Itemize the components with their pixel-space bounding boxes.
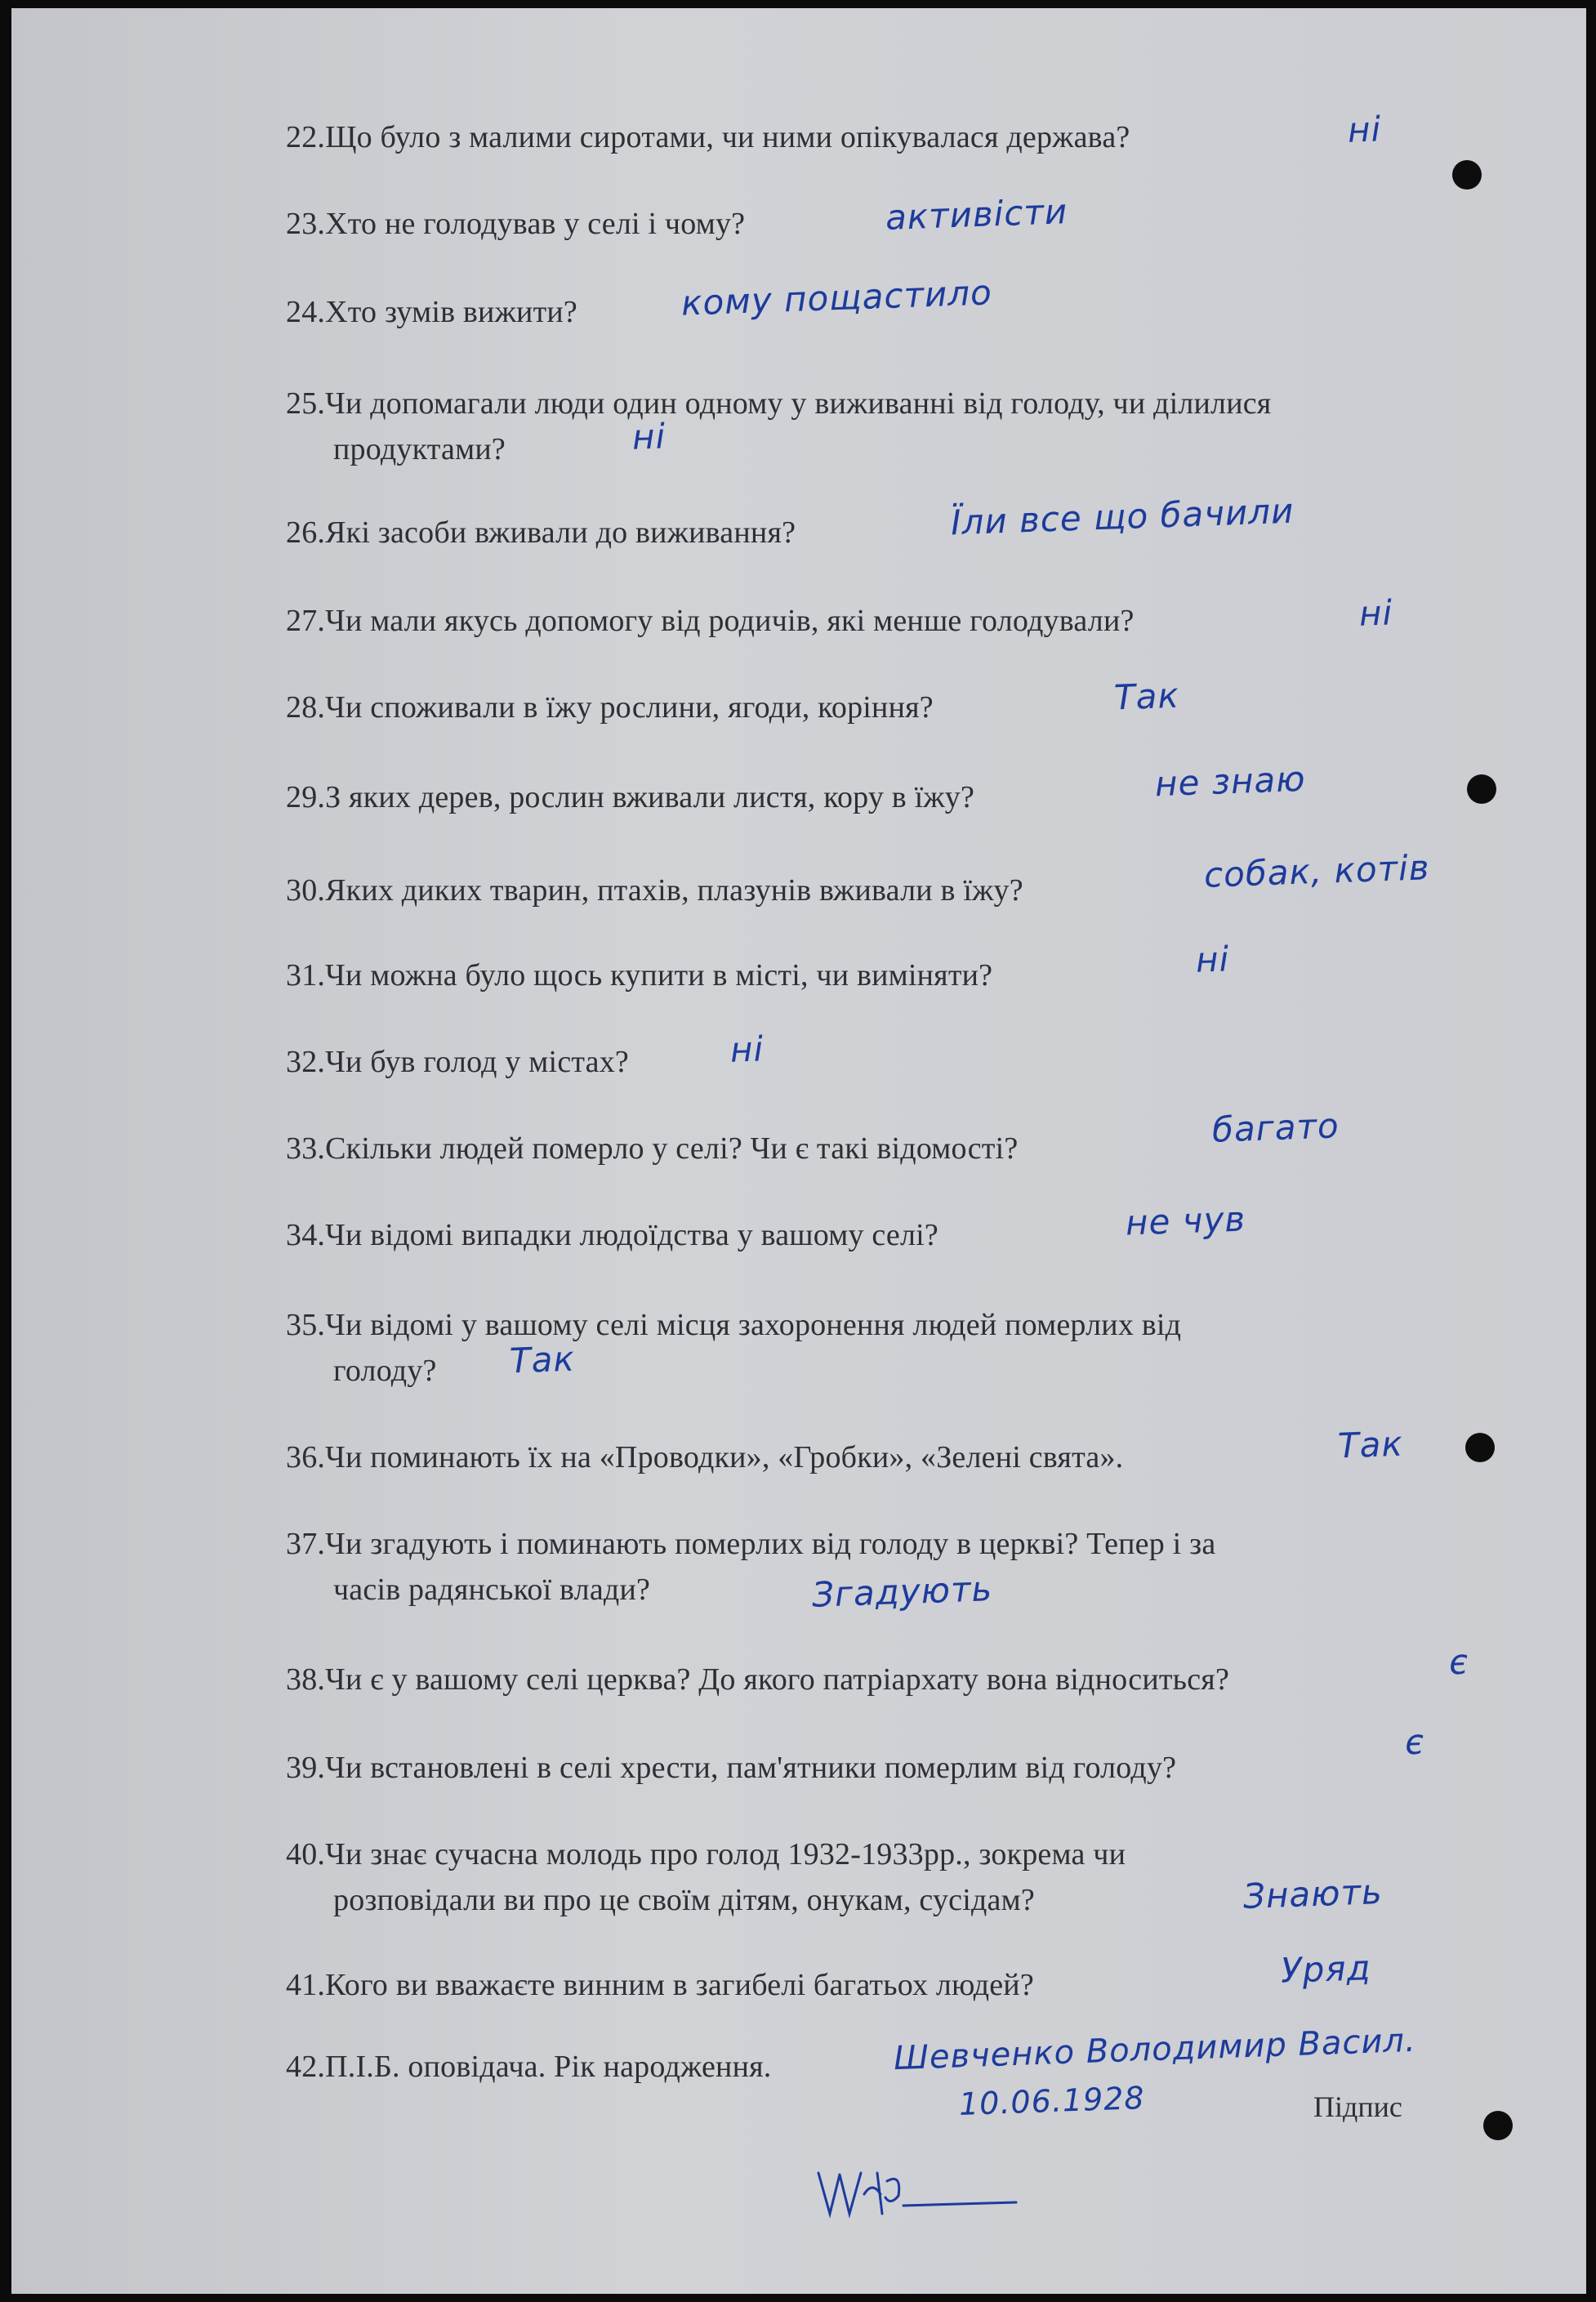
question-27 bbox=[286, 598, 1511, 644]
question-26 bbox=[286, 510, 1511, 555]
question-text: Яких диких тварин, птахів, плазунів вживали в їжу? bbox=[325, 873, 1023, 908]
answer-25: ні bbox=[631, 416, 666, 457]
answer-33: багато bbox=[1211, 1105, 1340, 1150]
question-34 bbox=[286, 1212, 1511, 1258]
answer-26: Їли все що бачили bbox=[950, 490, 1295, 543]
answer-28: Так bbox=[1113, 675, 1180, 718]
question-29 bbox=[286, 774, 1511, 820]
question-number: 26. bbox=[286, 515, 326, 550]
answer-41: Уряд bbox=[1280, 1947, 1372, 1991]
question-31 bbox=[286, 952, 1511, 998]
question-text: Чи поминають їх на «Проводки», «Гробки», «Зелені свята». bbox=[325, 1440, 1124, 1474]
question-text: Чи споживали в їжу рослини, ягоди, коріння? bbox=[325, 690, 934, 725]
question-number: 22. bbox=[286, 120, 326, 154]
answer-42-name: Шевченко Володимир Васил. bbox=[893, 2021, 1417, 2078]
answer-31: ні bbox=[1195, 939, 1230, 980]
question-text: Чи допомагали люди один одному у виживанні від голоду, чи ділилися bbox=[325, 386, 1272, 421]
questionnaire-page bbox=[11, 8, 1586, 2294]
answer-30: собак, котів bbox=[1203, 847, 1431, 895]
question-38 bbox=[286, 1657, 1511, 1702]
question-number: 27. bbox=[286, 604, 326, 638]
question-36 bbox=[286, 1434, 1511, 1480]
question-text: Що було з малими сиротами, чи ними опікувалася держава? bbox=[325, 120, 1130, 154]
question-text: Чи знає сучасна молодь про голод 1932-1933рр., зокрема чи bbox=[325, 1837, 1126, 1871]
question-text: Хто зумів вижити? bbox=[325, 295, 577, 329]
question-number: 42. bbox=[286, 2050, 326, 2084]
question-number: 33. bbox=[286, 1131, 326, 1166]
question-text: П.І.Б. оповідача. Рік народження. bbox=[325, 2050, 772, 2084]
question-number: 23. bbox=[286, 207, 326, 241]
answer-39: є bbox=[1404, 1721, 1425, 1763]
question-25 bbox=[286, 381, 1511, 472]
answer-35: Так bbox=[509, 1338, 576, 1381]
answer-42-birthdate: 10.06.1928 bbox=[958, 2080, 1146, 2122]
question-text: Чи можна було щось купити в місті, чи виміняти? bbox=[325, 958, 993, 993]
punch-hole bbox=[1467, 774, 1496, 804]
question-text: Чи був голод у містах? bbox=[325, 1045, 629, 1079]
question-39 bbox=[286, 1745, 1511, 1791]
question-text: Скільки людей померло у селі? Чи є такі відомості? bbox=[325, 1131, 1019, 1166]
question-continuation: часів радянської влади? bbox=[333, 1573, 651, 1607]
question-continuation: розповідали ви про це своїм дітям, онукам, сусідам? bbox=[333, 1883, 1035, 1917]
answer-34: не чув bbox=[1125, 1198, 1246, 1243]
question-text: З яких дерев, рослин вживали листя, кору в їжу? bbox=[325, 780, 975, 814]
answer-37: Згадують bbox=[811, 1568, 993, 1615]
question-text: Хто не голодував у селі і чому? bbox=[325, 207, 746, 241]
answer-27: ні bbox=[1358, 592, 1393, 634]
question-number: 31. bbox=[286, 958, 326, 993]
question-number: 28. bbox=[286, 690, 326, 725]
question-number: 29. bbox=[286, 780, 326, 814]
question-number: 36. bbox=[286, 1440, 326, 1474]
question-number: 34. bbox=[286, 1218, 326, 1252]
punch-hole bbox=[1452, 160, 1482, 190]
question-continuation: голоду? bbox=[333, 1354, 437, 1388]
question-number: 41. bbox=[286, 1968, 326, 2002]
punch-hole bbox=[1483, 2111, 1513, 2140]
question-text: Чи відомі у вашому селі місця захоронення людей померлих від bbox=[325, 1308, 1182, 1342]
question-number: 40. bbox=[286, 1837, 326, 1871]
question-text: Чи мали якусь допомогу від родичів, які менше голодували? bbox=[325, 604, 1135, 638]
signature-scribble bbox=[812, 2157, 1024, 2230]
punch-hole bbox=[1465, 1433, 1495, 1462]
signature bbox=[812, 2157, 1024, 2230]
question-text: Які засоби вживали до виживання? bbox=[325, 515, 796, 550]
question-text: Чи є у вашому селі церква? До якого патріархату вона відноситься? bbox=[325, 1662, 1230, 1697]
question-35 bbox=[286, 1302, 1511, 1394]
question-number: 30. bbox=[286, 873, 326, 908]
question-text: Чи встановлені в селі хрести, пам'ятники померлим від голоду? bbox=[325, 1751, 1177, 1785]
question-32 bbox=[286, 1039, 1511, 1085]
question-number: 25. bbox=[286, 386, 326, 421]
answer-22: ні bbox=[1347, 109, 1382, 150]
question-28 bbox=[286, 685, 1511, 730]
answer-36: Так bbox=[1337, 1423, 1404, 1466]
answer-40: Знають bbox=[1242, 1871, 1384, 1916]
question-22 bbox=[286, 114, 1511, 160]
answer-23: активісти bbox=[885, 191, 1068, 238]
question-number: 37. bbox=[286, 1527, 326, 1561]
answer-24: кому пощастило bbox=[680, 272, 993, 323]
question-text: Кого ви вважаєте винним в загибелі багатьох людей? bbox=[325, 1968, 1034, 2002]
question-number: 32. bbox=[286, 1045, 326, 1079]
question-text: Чи згадують і поминають померлих від голоду в церкві? Тепер і за bbox=[325, 1527, 1216, 1561]
question-continuation: продуктами? bbox=[333, 432, 506, 466]
answer-38: є bbox=[1448, 1641, 1469, 1683]
question-text: Чи відомі випадки людоїдства у вашому селі? bbox=[325, 1218, 938, 1252]
answer-32: ні bbox=[729, 1028, 765, 1070]
question-number: 24. bbox=[286, 295, 326, 329]
answer-29: не знаю bbox=[1154, 758, 1307, 805]
question-number: 38. bbox=[286, 1662, 326, 1697]
question-number: 35. bbox=[286, 1308, 326, 1342]
signature-label: Підпис bbox=[1313, 2090, 1402, 2123]
question-number: 39. bbox=[286, 1751, 326, 1785]
